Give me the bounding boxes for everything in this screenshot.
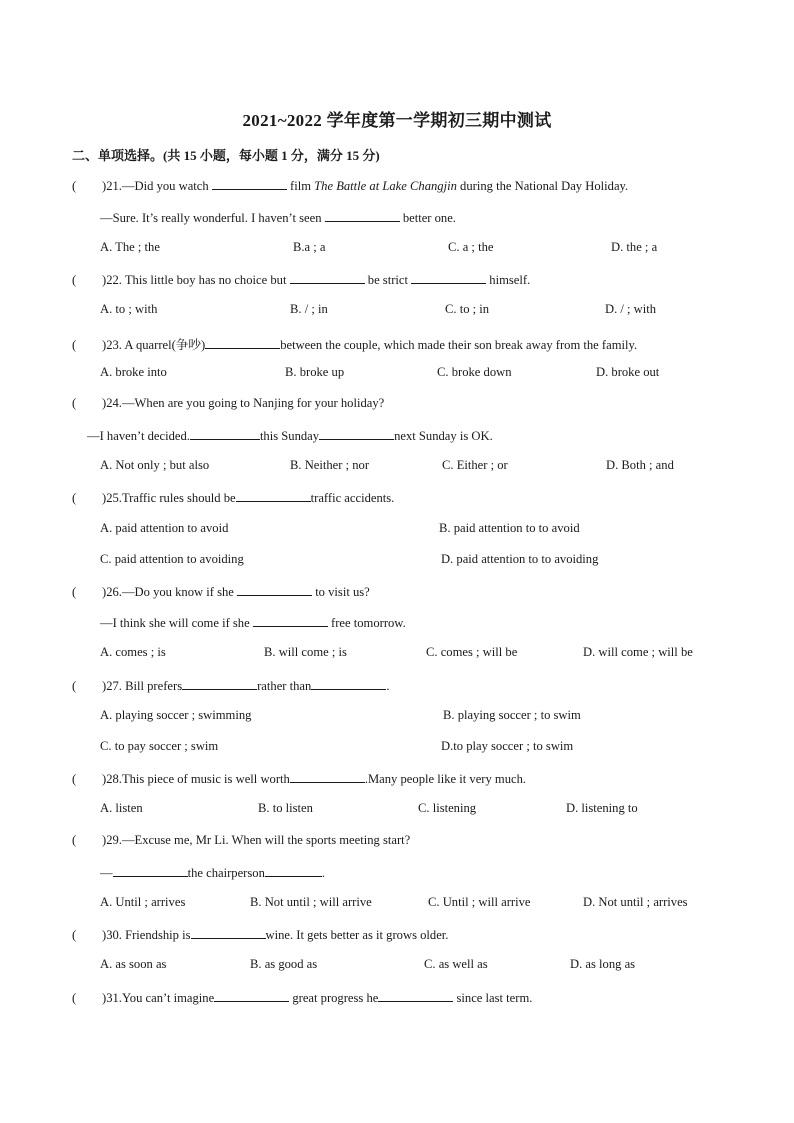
- page-title: 2021~2022 学年度第一学期初三期中测试: [242, 111, 552, 130]
- question-23: ( )23. A quarrel(争吵) between the couple, which made their son break away from the family.: [72, 338, 638, 352]
- answer-paren: (: [72, 833, 77, 847]
- answer-paren: (: [72, 491, 77, 505]
- answer-blank: [190, 427, 260, 440]
- answer-blank: [290, 271, 365, 284]
- option-c: C. comes ; will be: [426, 645, 518, 659]
- answer-paren: (: [72, 772, 77, 786]
- answer-blank: [319, 427, 394, 440]
- answer-paren: (: [72, 338, 77, 352]
- option-d: D. Not until ; arrives: [583, 895, 688, 909]
- answer-blank: [236, 489, 311, 502]
- option-c: C. as well as: [424, 957, 488, 971]
- question-25: ( )25.Traffic rules should be traffic accidents.: [72, 491, 395, 505]
- option-d: D. Both ; and: [606, 458, 674, 472]
- option-a: A. Not only ; but also: [100, 458, 210, 472]
- option-a: A. listen: [100, 801, 143, 815]
- answer-blank: [325, 209, 400, 222]
- question-21-reply: —Sure. It’s really wonderful. I haven’t seen better one.: [100, 211, 456, 225]
- question-27: ( )27. Bill prefers rather than .: [72, 679, 390, 693]
- option-c: C. Either ; or: [442, 458, 508, 472]
- option-a: A. comes ; is: [100, 645, 166, 659]
- question-28: ( )28.This piece of music is well worth .Many people like it very much.: [72, 772, 527, 786]
- question-26-reply: —I think she will come if she free tomorrow.: [100, 616, 406, 630]
- option-b: B. to listen: [258, 801, 313, 815]
- answer-paren: (: [72, 179, 77, 193]
- option-c: C. paid attention to avoiding: [100, 552, 244, 566]
- answer-blank: [191, 926, 266, 939]
- option-d: D. / ; with: [605, 302, 657, 316]
- option-d: D. paid attention to to avoiding: [441, 552, 599, 566]
- question-29: ( )29.—Excuse me, Mr Li. When will the sports meeting start?: [72, 833, 411, 847]
- option-b: B. as good as: [250, 957, 318, 971]
- answer-blank: [311, 677, 386, 690]
- option-a: A. playing soccer ; swimming: [100, 708, 252, 722]
- answer-paren: (: [72, 928, 77, 942]
- answer-blank: [378, 989, 453, 1002]
- answer-blank: [113, 864, 188, 877]
- option-c: C. broke down: [437, 365, 512, 379]
- answer-blank: [182, 677, 257, 690]
- option-b: B. / ; in: [290, 302, 328, 316]
- question-29-reply: — the chairperson .: [100, 866, 326, 880]
- option-d: D. will come ; will be: [583, 645, 693, 659]
- option-d: D. as long as: [570, 957, 636, 971]
- option-d: D.to play soccer ; to swim: [441, 739, 574, 753]
- answer-paren: (: [72, 585, 77, 599]
- option-a: A. broke into: [100, 365, 167, 379]
- option-a: A. Until ; arrives: [100, 895, 186, 909]
- question-21: ( )21.—Did you watch film The Battle at Lake Changjin during the National Day Holiday.: [72, 179, 629, 193]
- question-24: ( )24.—When are you going to Nanjing for your holiday?: [72, 396, 385, 410]
- question-24-reply: —I haven’t decided. this Sunday next Sunday is OK.: [87, 429, 493, 443]
- option-a: A. as soon as: [100, 957, 167, 971]
- answer-blank: [237, 583, 312, 596]
- answer-blank: [290, 770, 365, 783]
- answer-blank: [265, 864, 322, 877]
- answer-blank: [253, 614, 328, 627]
- option-a: A. The ; the: [100, 240, 160, 254]
- question-31: ( )31.You can’t imagine great progress he since last term.: [72, 991, 533, 1005]
- option-b: B. will come ; is: [264, 645, 347, 659]
- answer-blank: [214, 989, 289, 1002]
- option-b: B. broke up: [285, 365, 345, 379]
- option-d: D. broke out: [596, 365, 660, 379]
- option-a: A. paid attention to avoid: [100, 521, 229, 535]
- option-d: D. the ; a: [611, 240, 658, 254]
- answer-blank: [411, 271, 486, 284]
- answer-paren: (: [72, 679, 77, 693]
- option-b: B. Neither ; nor: [290, 458, 370, 472]
- option-b: B. Not until ; will arrive: [250, 895, 372, 909]
- answer-blank: [205, 336, 280, 349]
- option-c: C. to ; in: [445, 302, 490, 316]
- question-22: ( )22. This little boy has no choice but be strict himself.: [72, 273, 531, 287]
- question-30: ( )30. Friendship is wine. It gets better as it grows older.: [72, 928, 449, 942]
- option-d: D. listening to: [566, 801, 638, 815]
- option-c: C. listening: [418, 801, 477, 815]
- answer-paren: (: [72, 273, 77, 287]
- option-b: B. paid attention to to avoid: [439, 521, 580, 535]
- section-heading: 二、单项选择。(共 15 小题，每小题 1 分，满分 15 分): [72, 148, 380, 163]
- option-c: C. a ; the: [448, 240, 494, 254]
- option-c: C. Until ; will arrive: [428, 895, 531, 909]
- option-b: B.a ; a: [293, 240, 326, 254]
- question-26: ( )26.—Do you know if she to visit us?: [72, 585, 370, 599]
- option-b: B. playing soccer ; to swim: [443, 708, 581, 722]
- option-c: C. to pay soccer ; swim: [100, 739, 219, 753]
- answer-blank: [212, 177, 287, 190]
- answer-paren: (: [72, 396, 77, 410]
- option-a: A. to ; with: [100, 302, 158, 316]
- answer-paren: (: [72, 991, 77, 1005]
